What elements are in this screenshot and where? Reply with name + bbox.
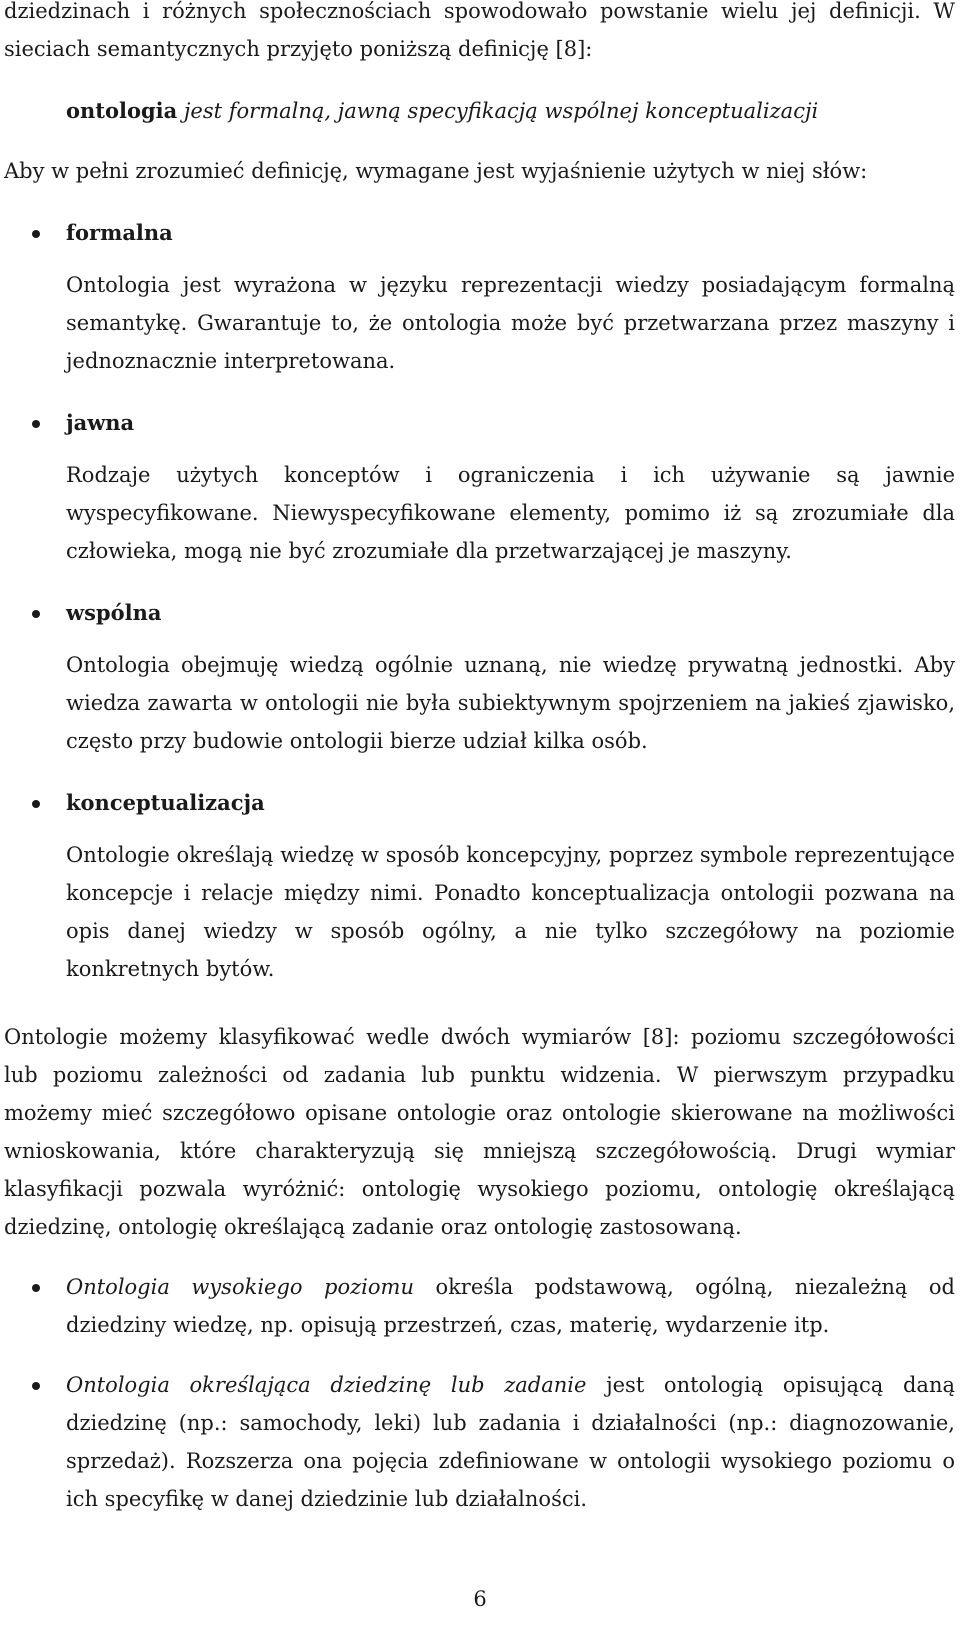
- term-heading: konceptualizacja: [66, 790, 265, 815]
- bullet-icon: [32, 230, 40, 238]
- terms-list: [4, 214, 955, 988]
- term-description: Rodzaje użytych konceptów i ograniczenia i ich używanie są jawnie wyspecyfikowane. Niewyspecyfikowane elementy, pomimo iż są zrozumiałe dla człowieka, mogą nie być zrozumiałe dla przetwarzającej je maszyny.: [66, 463, 955, 563]
- definition-body: jest formalną, jawną specyfikacją wspólnej konceptualizacji: [183, 99, 819, 123]
- ontology-definition: [66, 92, 955, 130]
- term-heading: wspólna: [66, 600, 162, 625]
- page-number: 6: [473, 1587, 487, 1611]
- list-item: [4, 404, 955, 570]
- term-description: Ontologia obejmuję wiedzą ogólnie uznaną, nie wiedzę prywatną jednostki. Aby wiedza zawarta w ontologii nie była subiektywnym spojrzeniem na jakieś zjawisko, często przy budowie ontologii bierze udział kilka osób.: [66, 653, 955, 753]
- term-heading: jawna: [66, 410, 135, 435]
- term-description: Ontologie określają wiedzę w sposób koncepcyjny, poprzez symbole reprezentujące koncepcje i relacje między nimi. Ponadto konceptualizacja ontologii pozwana na opis danej wiedzy w sposób ogólny, a nie tylko szczegółowy na poziomie konkretnych bytów.: [66, 843, 955, 981]
- ontology-type-description: [66, 1268, 955, 1344]
- definition-term: ontologia: [66, 98, 178, 123]
- bullet-icon: [32, 800, 40, 808]
- intro-paragraph: dziedzinach i różnych społecznościach spowodowało powstanie wielu jej definicji. W sieciach semantycznych przyjęto poniższą definicję [8]:: [4, 0, 955, 61]
- classification-paragraph: Ontologie możemy klasyfikować wedle dwóch wymiarów [8]: poziomu szczegółowości lub poziomu zależności od zadania lub punktu widzenia. W pierwszym przypadku możemy mieć szczegółowo opisane ontologie oraz ontologie skierowane na możliwości wnioskowania, które charakteryzują się mniejszą szczegółowością. Drugi wymiar klasyfikacji pozwala wyróżnić: ontologię wysokiego poziomu, ontologię określającą dziedzinę, ontologię określającą zadanie oraz ontologię zastosowaną.: [4, 1025, 955, 1239]
- list-item: [4, 1268, 955, 1344]
- bullet-icon: [32, 420, 40, 428]
- bullet-icon: [32, 1284, 40, 1292]
- ontology-type-name: Ontologia wysokiego poziomu: [66, 1275, 414, 1299]
- list-item: [4, 1366, 955, 1518]
- list-item: [4, 214, 955, 380]
- list-item: [4, 784, 955, 988]
- ontology-type-text: określa podstawową, ogólną, niezależną od dziedziny wiedzę, np. opisują przestrzeń, czas, materię, wydarzenie itp.: [66, 1275, 955, 1337]
- ontology-type-description: [66, 1366, 955, 1518]
- list-item: [4, 594, 955, 760]
- bullet-icon: [32, 1382, 40, 1390]
- bullet-icon: [32, 610, 40, 618]
- ontology-type-name: Ontologia określająca dziedzinę lub zadanie: [66, 1373, 587, 1397]
- ontology-type-text: jest ontologią opisującą daną dziedzinę (np.: samochody, leki) lub zadania i działalności (np.: diagnozowanie, sprzedaż). Rozszerza ona pojęcia zdefiniowane w ontologii wysokiego poziomu o ich specyfikę w danej dziedzinie lub działalności.: [66, 1373, 955, 1511]
- explain-intro-paragraph: Aby w pełni zrozumieć definicję, wymagane jest wyjaśnienie użytych w niej słów:: [4, 159, 868, 183]
- term-heading: formalna: [66, 220, 173, 245]
- term-description: Ontologia jest wyrażona w języku reprezentacji wiedzy posiadającym formalną semantykę. Gwarantuje to, że ontologia może być przetwarzana przez maszyny i jednoznacznie interpretowana.: [66, 273, 955, 373]
- ontology-types-list: [4, 1268, 955, 1518]
